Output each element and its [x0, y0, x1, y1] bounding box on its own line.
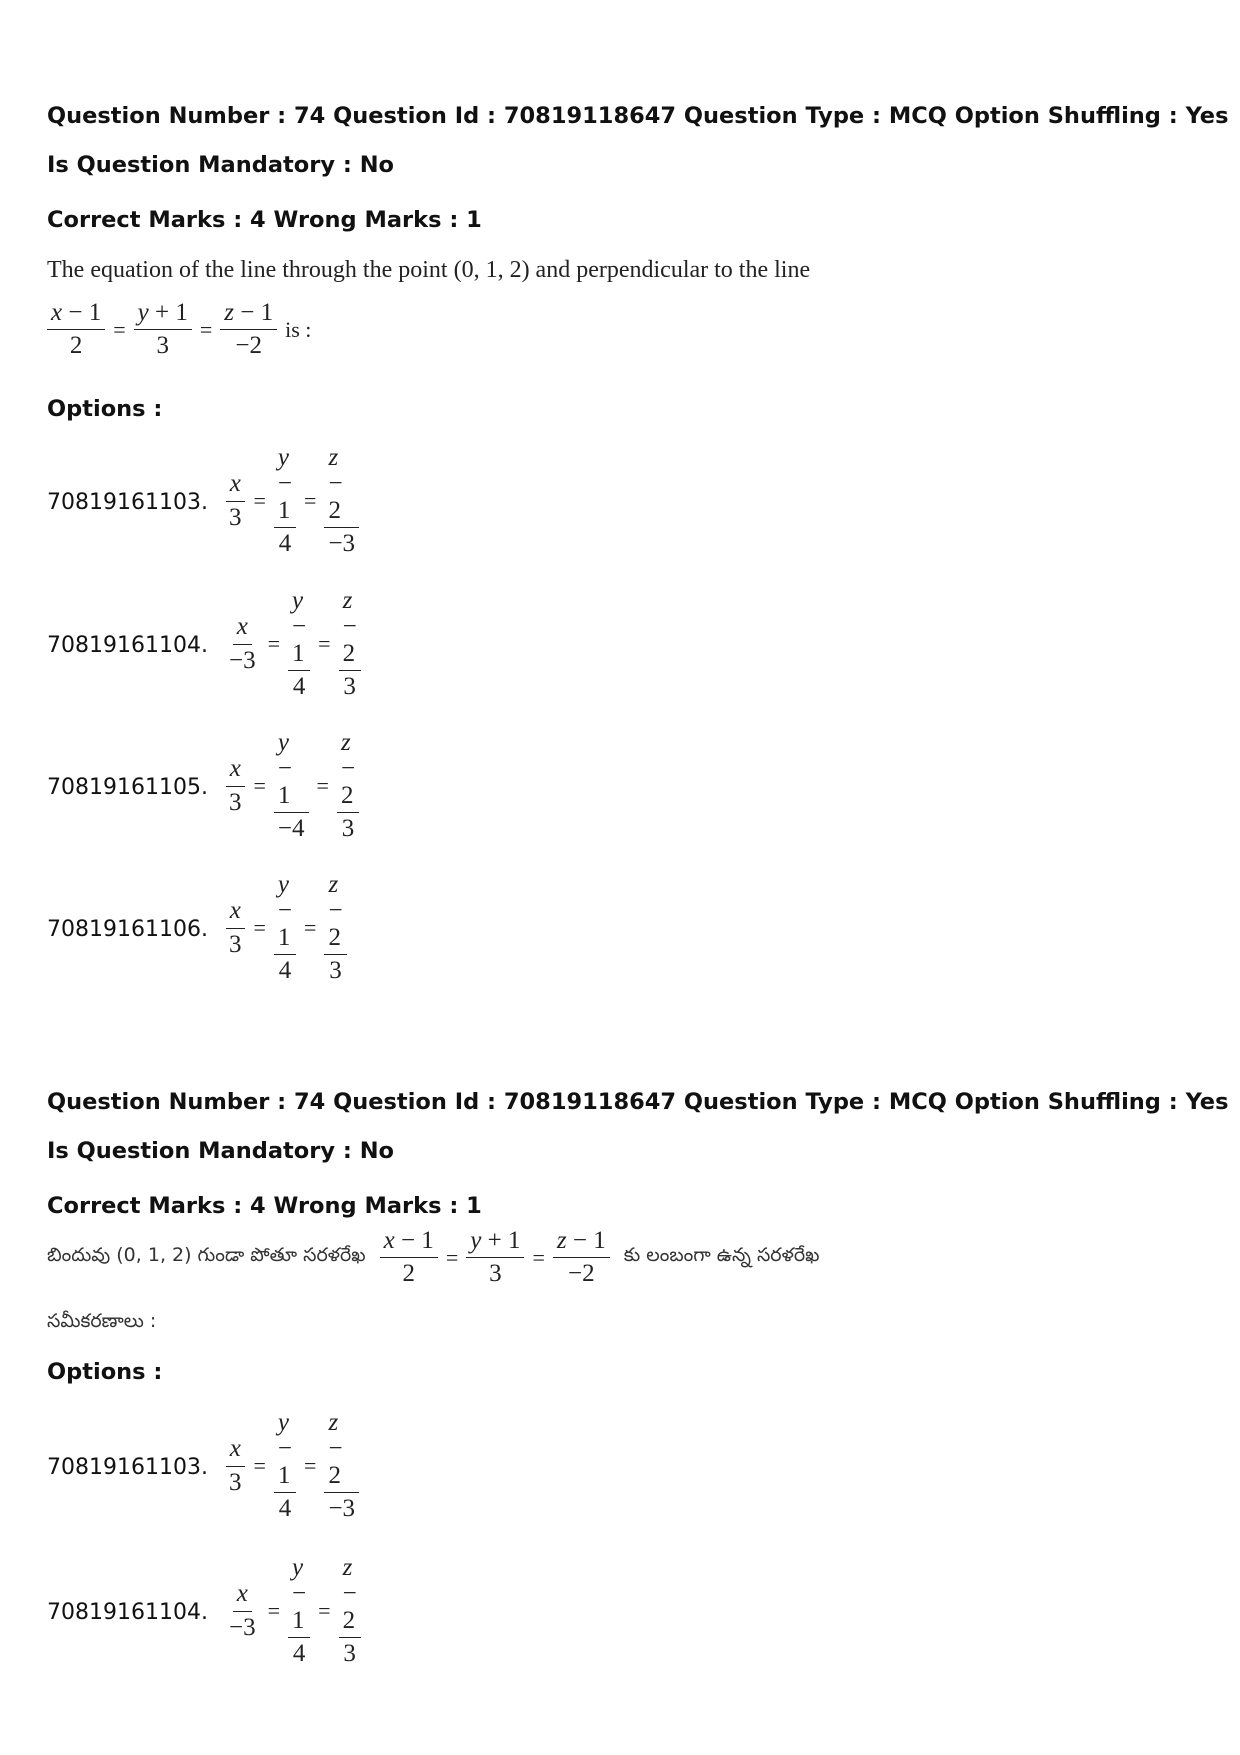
question-1-equation: $\frac{x - 1}{2}$ = $\frac{y + 1}{3}$ = $\frac{z - 1}{-2}$ is :	[47, 300, 1207, 360]
fraction: $\frac{x}{-3}$	[229, 1580, 256, 1641]
question-2-header	[47, 1078, 1229, 1231]
mandatory-line: Is Question Mandatory : No	[47, 1138, 394, 1164]
marks-line: Correct Marks : 4 Wrong Marks : 1	[47, 207, 482, 233]
question-meta: Question Number : 74 Question Id : 70819118647 Question Type : MCQ Option Shuffling : Yes	[47, 103, 1229, 129]
fraction: $\frac{y - 1}{4}$	[288, 1555, 310, 1667]
option-id: 70819161104.	[47, 1600, 208, 1625]
fraction: $\frac{z - 2}{3}$	[339, 588, 361, 700]
fraction: $\frac{z - 2}{3}$	[339, 1555, 361, 1667]
question-meta: Question Number : 74 Question Id : 70819118647 Question Type : MCQ Option Shuffling : Yes	[47, 1089, 1229, 1115]
fraction: $\frac{x}{3}$	[225, 1436, 246, 1496]
telugu-text-a: బిందువు (0, 1, 2) గుండా పోతూ సరళరేఖ	[47, 1244, 366, 1267]
fraction: $\frac{y - 1}{4}$	[274, 1410, 296, 1522]
fraction: $\frac{z - 1}{-2}$	[220, 300, 277, 360]
mandatory-line: Is Question Mandatory : No	[47, 152, 394, 178]
fraction: $\frac{x}{3}$	[225, 756, 246, 816]
fraction: $\frac{z - 1}{-2}$	[553, 1228, 610, 1288]
fraction: $\frac{z - 2}{3}$	[337, 730, 359, 842]
fraction: $\frac{z - 2}{-3}$	[324, 1410, 359, 1522]
fraction: $\frac{z - 2}{-3}$	[324, 445, 359, 557]
option-id: 70819161103.	[47, 490, 208, 515]
option-id: 70819161104.	[47, 633, 208, 658]
fraction: $\frac{y - 1}{4}$	[274, 872, 296, 984]
fraction: $\frac{y + 1}{3}$	[134, 300, 192, 360]
fraction: $\frac{x}{3}$	[225, 898, 246, 958]
option-id: 70819161105.	[47, 775, 208, 800]
question-1-text: The equation of the line through the point (0, 1, 2) and perpendicular to the line	[47, 257, 811, 283]
option-id: 70819161103.	[47, 1455, 208, 1480]
telugu-text-c: సమీకరణాలు :	[47, 1310, 157, 1332]
options-label: Options :	[47, 1359, 163, 1385]
option-id: 70819161106.	[47, 917, 208, 942]
fraction: $\frac{y - 1}{4}$	[274, 445, 296, 557]
fraction: $\frac{y - 1}{-4}$	[274, 730, 309, 842]
fraction: $\frac{x}{3}$	[225, 471, 246, 531]
question-1-header	[47, 92, 1229, 245]
fraction: $\frac{y + 1}{3}$	[466, 1228, 524, 1288]
fraction: $\frac{y - 1}{4}$	[288, 588, 310, 700]
options-label: Options :	[47, 396, 163, 422]
fraction: $\frac{x}{-3}$	[229, 613, 256, 674]
fraction: $\frac{x - 1}{2}$	[47, 300, 105, 360]
marks-line: Correct Marks : 4 Wrong Marks : 1	[47, 1193, 482, 1219]
fraction: $\frac{z - 2}{3}$	[324, 872, 346, 984]
telugu-text-b: కు లంబంగా ఉన్న సరళరేఖ	[623, 1244, 820, 1267]
is-label: is :	[285, 316, 312, 342]
fraction: $\frac{x - 1}{2}$	[380, 1228, 438, 1288]
question-2-text: బిందువు (0, 1, 2) గుండా పోతూ సరళరేఖ $\frac{x - 1}{2}$ = $\frac{y + 1}{3}$ = $\frac{z - 1}{-2}$ కు లంబంగా ఉన్న సరళరేఖ	[47, 1227, 820, 1288]
